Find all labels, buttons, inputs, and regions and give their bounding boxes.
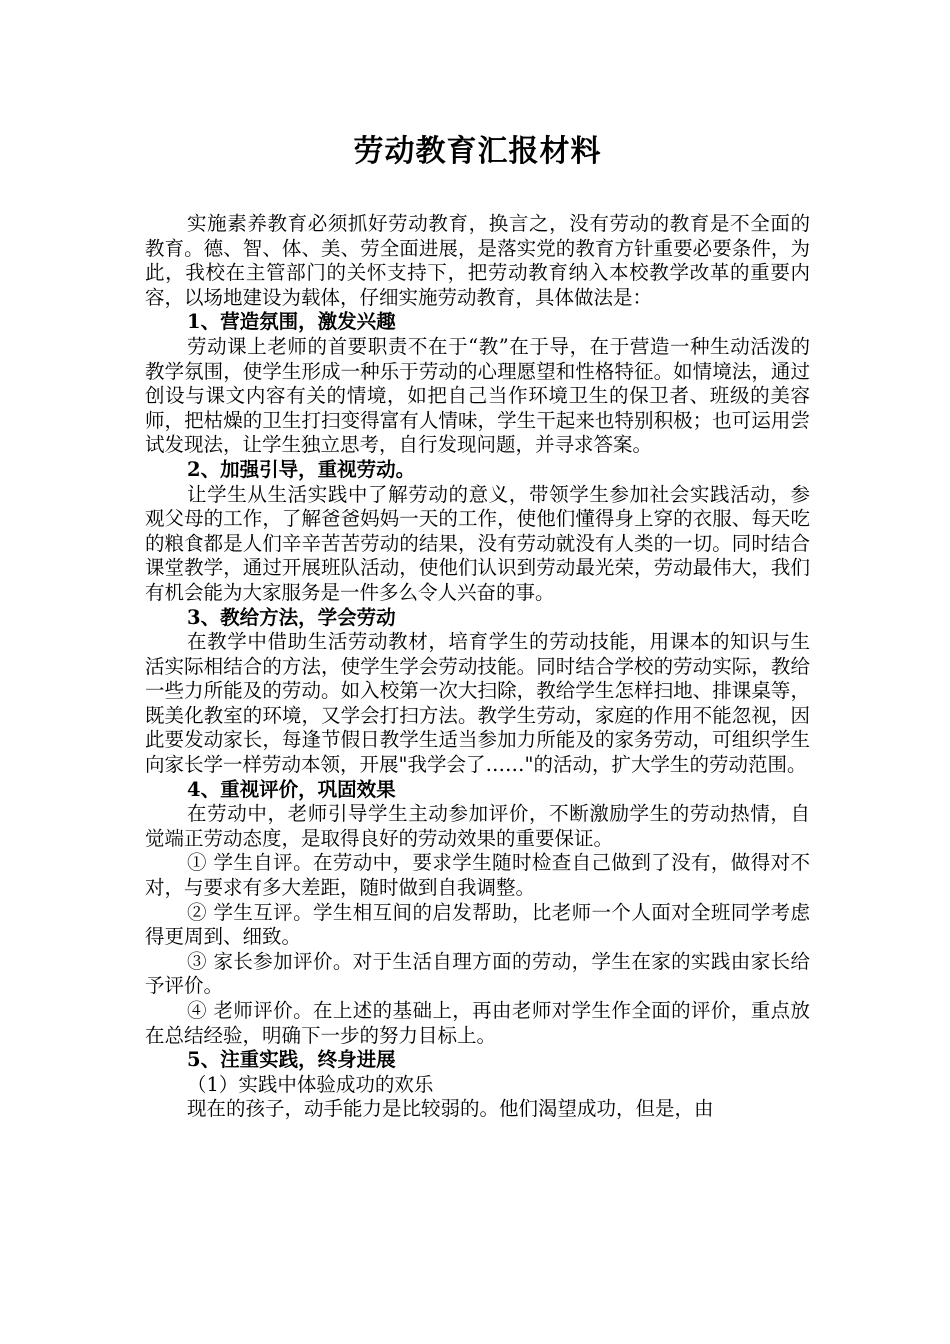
evaluation-item-self: ① 学生自评。在劳动中，要求学生随时检查自己做到了没有，做得对不对，与要求有多大差距，随时做到自我调整。 (145, 851, 810, 900)
evaluation-item-peer: ② 学生互评。学生相互间的启发帮助，比老师一个人面对全班同学考虑得更周到、细致。 (145, 900, 810, 949)
section-4-heading: 4、重视评价，巩固效果 (187, 777, 396, 801)
section-3-paragraph: 在教学中借助生活劳动教材，培育学生的劳动技能，用课本的知识与生活实际相结合的方法，使学生学会劳动技能。同时结合学校的劳动实际，教给一些力所能及的劳动。如入校第一次大扫除，教给学生怎样扫地、排课桌等，既美化教室的环境，又学会打扫方法。教学生劳动，家庭的作用不能忽视，因此要发动家长，每逢节假日教学生适当参加力所能及的家务劳动，可组织学生向家长学一样劳动本领，开展"我学会了……"的活动，扩大学生的劳动范围。 (145, 630, 810, 777)
section-1-heading: 1、营造氛围，激发兴趣 (187, 310, 396, 334)
section-5-paragraph: 现在的孩子，动手能力是比较弱的。他们渴望成功，但是，由 (187, 1097, 714, 1121)
intro-paragraph: 实施素养教育必须抓好劳动教育，换言之，没有劳动的教育是不全面的教育。德、智、体、美、劳全面进展，是落实党的教育方针重要必要条件，为此，我校在主管部门的关怀支持下，把劳动教育纳入本校教学改革的重要内容，以场地建设为载体，仔细实施劳动教育，具体做法是： (145, 212, 810, 309)
evaluation-item-teacher: ④ 老师评价。在上述的基础上，再由老师对学生作全面的评价，重点放在总结经验，明确下一步的努力目标上。 (145, 999, 810, 1047)
evaluation-item-parent: ③ 家长参加评价。对于生活自理方面的劳动，学生在家的实践由家长给予评价。 (145, 949, 810, 998)
section-1-paragraph: 劳动课上老师的首要职责不在于“教”在于导，在于营造一种生动活泼的教学氛围，使学生形成一种乐于劳动的心理愿望和性格特征。如情境法，通过创设与课文内容有关的情境，如把自己当作环境卫生的保卫者、班级的美容师，把枯燥的卫生打扫变得富有人情味，学生干起来也特别积极；也可运用尝试发现法，让学生独立思考，自行发现问题，并寻求答案。 (145, 334, 810, 457)
section-4-paragraph: 在劳动中，老师引导学生主动参加评价，不断激励学生的劳动热情，自觉端正劳动态度，是取得良好的劳动效果的重要保证。 (145, 802, 810, 850)
section-2-heading: 2、加强引导，重视劳动。 (187, 457, 416, 481)
section-5-heading: 5、注重实践，终身进展 (187, 1048, 396, 1072)
document-body (145, 130, 810, 1122)
section-3-heading: 3、教给方法，学会劳动 (187, 605, 396, 629)
document-title: 劳动教育汇报材料 (353, 134, 602, 169)
section-2-paragraph: 让学生从生活实践中了解劳动的意义，带领学生参加社会实践活动，参观父母的工作，了解爸爸妈妈一天的工作，使他们懂得身上穿的衣服、每天吃的粮食都是人们辛辛苦苦劳动的结果，没有劳动就没有人类的一切。同时结合课堂教学，通过开展班队活动，使他们认识到劳动最光荣，劳动最伟大，我们有机会能为大家服务是一件多么令人兴奋的事。 (145, 482, 810, 604)
section-5-subheading: （1）实践中体验成功的欢乐 (187, 1072, 434, 1096)
